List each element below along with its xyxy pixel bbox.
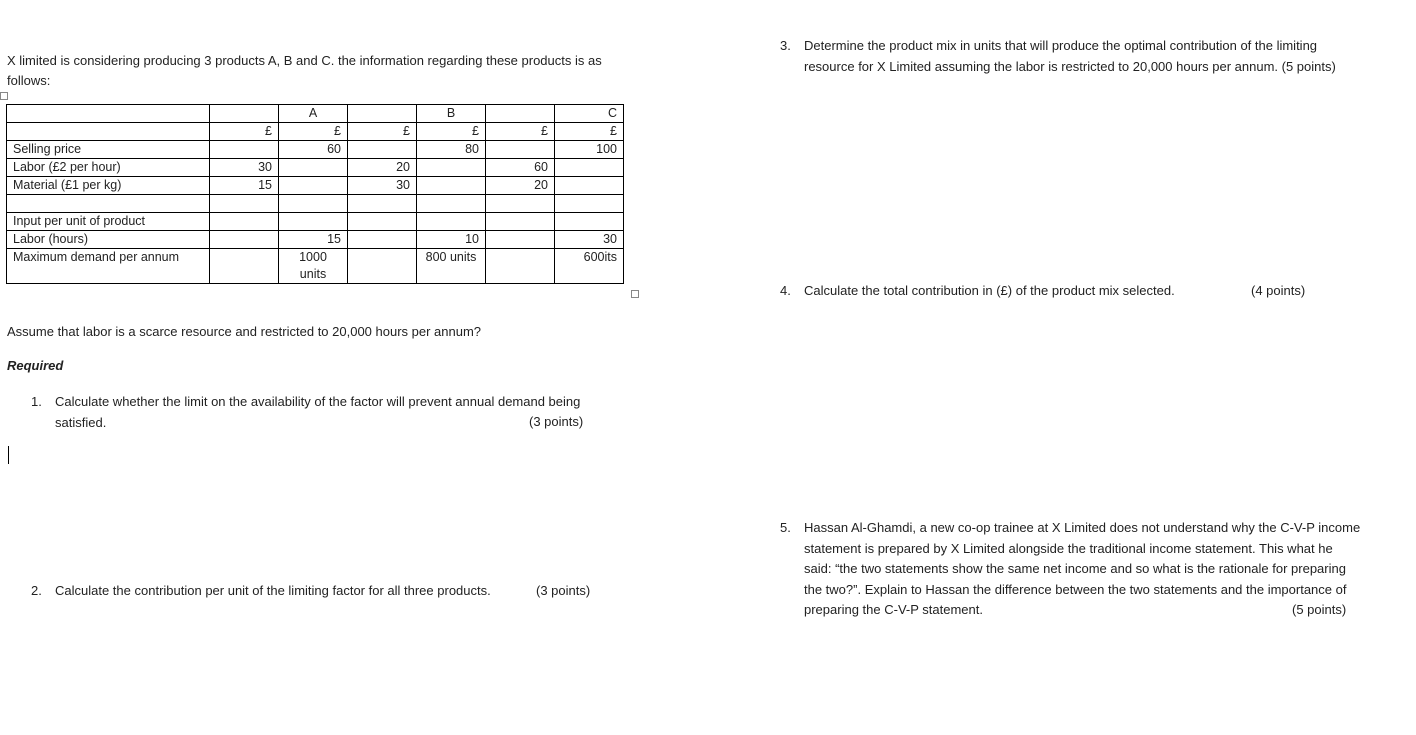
currency-cell: £ xyxy=(348,123,417,141)
currency-cell: £ xyxy=(486,123,555,141)
question-2 xyxy=(31,581,631,603)
table-cell xyxy=(486,141,555,159)
header-cell-a: A xyxy=(279,105,348,123)
max-demand-c: 600its xyxy=(555,249,624,284)
table-cell xyxy=(7,123,210,141)
table-row-labor-hours xyxy=(7,231,624,249)
question-number: 2. xyxy=(31,583,42,598)
currency-cell: £ xyxy=(417,123,486,141)
table-row-labor xyxy=(7,159,624,177)
row-label: Material (£1 per kg) xyxy=(7,177,210,195)
labor-hours-a: 15 xyxy=(279,231,348,249)
table-cell xyxy=(279,177,348,195)
header-cell xyxy=(486,105,555,123)
table-cell xyxy=(555,213,624,231)
table-cell xyxy=(555,159,624,177)
table-cell xyxy=(210,213,279,231)
question-line: preparing the C-V-P statement. xyxy=(804,602,983,617)
table-resize-handle-icon[interactable] xyxy=(631,290,639,298)
table-cell xyxy=(555,177,624,195)
table-row-max-demand xyxy=(7,249,624,284)
row-label: Labor (hours) xyxy=(7,231,210,249)
question-line: statement is prepared by X Limited alongside the traditional income statement. This what he xyxy=(804,540,1333,556)
table-cell xyxy=(417,159,486,177)
product-data-table xyxy=(6,104,624,284)
table-row-input-label xyxy=(7,213,624,231)
table-cell xyxy=(210,249,279,284)
labor-cost-a: 30 xyxy=(210,159,279,177)
max-demand-b: 800 units xyxy=(417,249,486,284)
question-points: (4 points) xyxy=(1251,283,1306,298)
intro-line-2: follows: xyxy=(7,73,51,88)
table-cell xyxy=(348,141,417,159)
material-cost-c: 20 xyxy=(486,177,555,195)
table-move-handle-icon[interactable] xyxy=(0,92,8,100)
table-cell xyxy=(486,195,555,213)
table-cell xyxy=(486,249,555,284)
table-cell xyxy=(417,177,486,195)
row-label: Labor (£2 per hour) xyxy=(7,159,210,177)
question-number: 5. xyxy=(780,520,791,535)
question-4 xyxy=(780,281,1400,303)
material-cost-a: 15 xyxy=(210,177,279,195)
table-cell xyxy=(279,159,348,177)
row-label: Maximum demand per annum xyxy=(7,249,210,284)
required-heading: Required xyxy=(7,358,64,373)
selling-price-c: 100 xyxy=(555,141,624,159)
question-number: 4. xyxy=(780,283,791,298)
table-header-row xyxy=(7,105,624,123)
intro-paragraph xyxy=(7,51,647,91)
question-points: (5 points) xyxy=(1292,602,1347,617)
table-cell xyxy=(348,249,417,284)
table-cell xyxy=(348,195,417,213)
labor-hours-b: 10 xyxy=(417,231,486,249)
labor-cost-b: 20 xyxy=(348,159,417,177)
header-cell-b: B xyxy=(417,105,486,123)
table-cell xyxy=(210,141,279,159)
question-line: Calculate whether the limit on the availability of the factor will prevent annual demand being xyxy=(55,394,581,409)
row-label: Input per unit of product xyxy=(7,213,210,231)
question-3 xyxy=(780,36,1400,78)
question-line: satisfied. xyxy=(55,414,107,430)
header-cell xyxy=(348,105,417,123)
table-cell xyxy=(210,195,279,213)
question-points: (3 points) xyxy=(529,414,584,429)
question-line: Determine the product mix in units that will produce the optimal contribution of the limiting xyxy=(804,38,1318,53)
row-label: Selling price xyxy=(7,141,210,159)
table-cell xyxy=(210,231,279,249)
question-line: said: “the two statements show the same net income and so what is the rationale for preparing xyxy=(804,561,1346,576)
question-number: 3. xyxy=(780,38,791,53)
table-cell xyxy=(348,213,417,231)
assumption-text: Assume that labor is a scarce resource and restricted to 20,000 hours per annum? xyxy=(7,324,482,339)
header-cell xyxy=(7,105,210,123)
labor-hours-c: 30 xyxy=(555,231,624,249)
table-cell xyxy=(348,231,417,249)
labor-cost-c: 60 xyxy=(486,159,555,177)
question-body xyxy=(55,392,580,433)
table-cell xyxy=(486,231,555,249)
question-line: Hassan Al-Ghamdi, a new co-op trainee at X Limited does not understand why the C-V-P income xyxy=(804,520,1361,535)
question-text: Calculate the contribution per unit of the limiting factor for all three products. xyxy=(55,583,491,598)
table-cell xyxy=(279,213,348,231)
selling-price-b: 80 xyxy=(417,141,486,159)
question-body xyxy=(804,518,1360,621)
table-cell xyxy=(417,213,486,231)
table-row-material xyxy=(7,177,624,195)
table-cell xyxy=(7,195,210,213)
question-text: Calculate the total contribution in (£) of the product mix selected. xyxy=(804,283,1175,298)
text-cursor xyxy=(8,446,9,464)
question-line: the two?”. Explain to Hassan the difference between the two statements and the importance of xyxy=(804,581,1347,597)
currency-cell: £ xyxy=(210,123,279,141)
question-1 xyxy=(31,392,631,434)
question-number: 1. xyxy=(31,394,42,409)
table-cell xyxy=(555,195,624,213)
table-cell xyxy=(486,213,555,231)
material-cost-b: 30 xyxy=(348,177,417,195)
currency-cell: £ xyxy=(555,123,624,141)
question-5 xyxy=(780,518,1400,622)
currency-cell: £ xyxy=(279,123,348,141)
table-row-selling-price xyxy=(7,141,624,159)
table-cell xyxy=(279,195,348,213)
selling-price-a: 60 xyxy=(279,141,348,159)
question-body xyxy=(804,36,1336,77)
table-cell xyxy=(417,195,486,213)
max-demand-a: 1000 units xyxy=(279,249,348,284)
question-points: (3 points) xyxy=(536,583,591,598)
intro-line-1: X limited is considering producing 3 products A, B and C. the information regarding these products is as xyxy=(7,53,602,68)
header-cell-c: C xyxy=(555,105,624,123)
question-line: resource for X Limited assuming the labor is restricted to 20,000 hours per annum. (5 points) xyxy=(804,58,1336,74)
table-row-empty xyxy=(7,195,624,213)
header-cell xyxy=(210,105,279,123)
currency-row xyxy=(7,123,624,141)
